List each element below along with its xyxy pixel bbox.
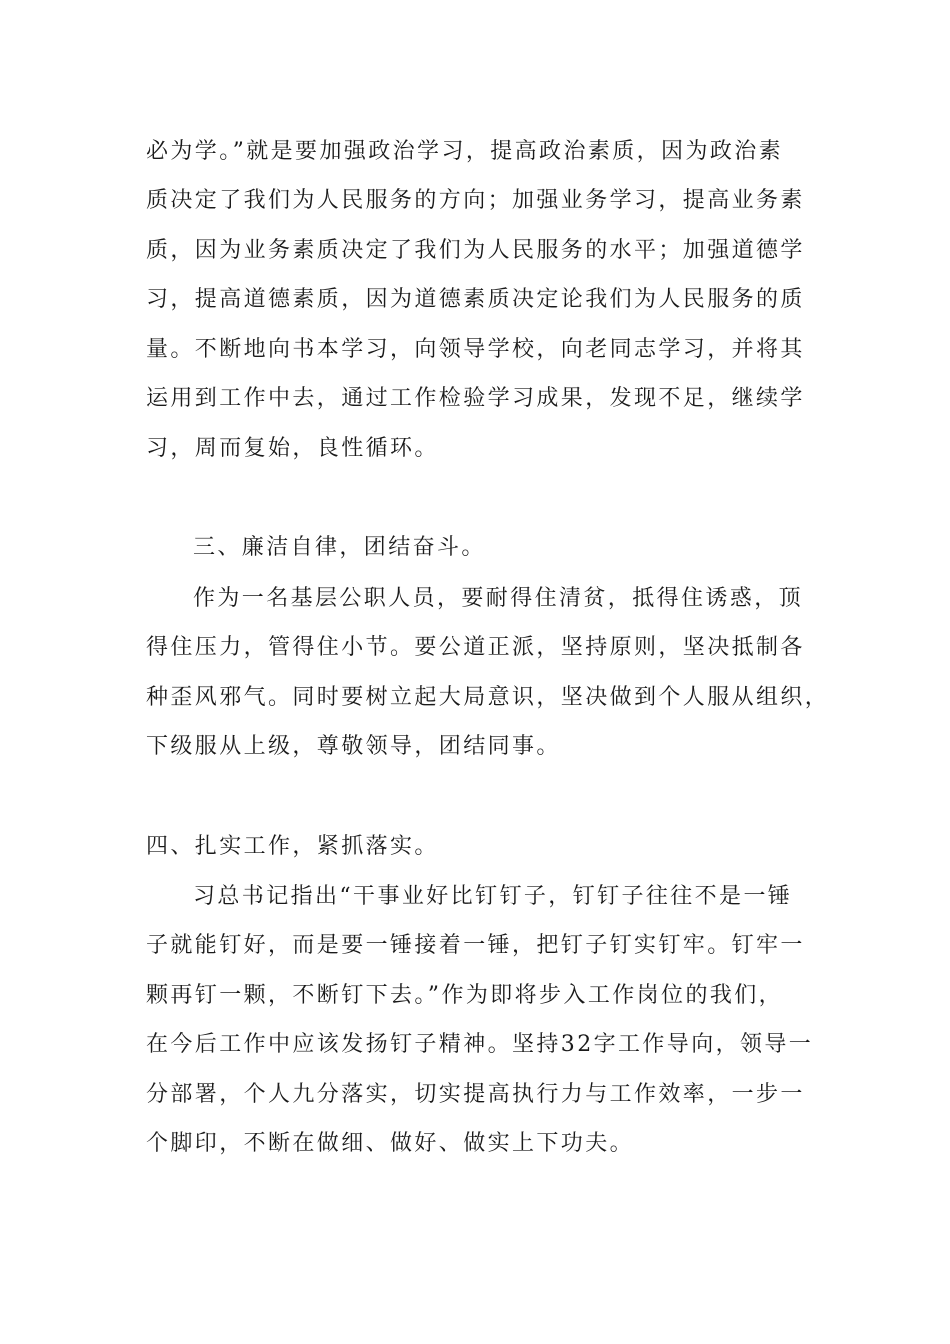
- paragraph-line: 子就能钉好，而是要一锤接着一锤，把钉子钉实钉牢。钉牢一: [146, 933, 805, 958]
- section-4-heading: 四、扎实工作，紧抓落实。: [146, 834, 439, 859]
- paragraph-line: 习，提高道德素质，因为道德素质决定论我们为人民服务的质: [146, 287, 805, 312]
- paragraph-line: 作为一名基层公职人员，要耐得住清贫，抵得住诱惑，顶: [193, 586, 804, 611]
- paragraph-line: 颗再钉一颗，不断钉下去。”作为即将步入工作岗位的我们，: [146, 983, 784, 1008]
- paragraph-line: 下级服从上级，尊敬领导，团结同事。: [146, 734, 561, 759]
- paragraph-line: 种歪风邪气。同时要树立起大局意识，坚决做到个人服从组织，: [146, 685, 830, 710]
- paragraph-line: 量。不断地向书本学习，向领导学校，向老同志学习，并将其: [146, 337, 805, 362]
- paragraph-line: 得住压力，管得住小节。要公道正派，坚持原则，坚决抵制各: [146, 635, 805, 660]
- paragraph-line: 质，因为业务素质决定了我们为人民服务的水平；加强道德学: [146, 238, 805, 263]
- paragraph-line: 在今后工作中应该发扬钉子精神。坚持32字工作导向，领导一: [146, 1032, 814, 1057]
- paragraph-line: 个脚印，不断在做细、做好、做实上下功夫。: [146, 1131, 635, 1156]
- paragraph-line: 分部署，个人九分落实，切实提高执行力与工作效率，一步一: [146, 1082, 805, 1107]
- paragraph-line: 质决定了我们为人民服务的方向；加强业务学习，提高业务素: [146, 188, 805, 213]
- paragraph-line: 必为学。”就是要加强政治学习，提高政治素质，因为政治素: [146, 139, 784, 164]
- section-3-heading: 三、廉洁自律，团结奋斗。: [193, 535, 486, 560]
- paragraph-line: 运用到工作中去，通过工作检验学习成果，发现不足，继续学: [146, 386, 805, 411]
- paragraph-line: 习，周而复始，良性循环。: [146, 436, 439, 461]
- paragraph-line: 习总书记指出“干事业好比钉钉子，钉钉子往往不是一锤: [193, 884, 793, 909]
